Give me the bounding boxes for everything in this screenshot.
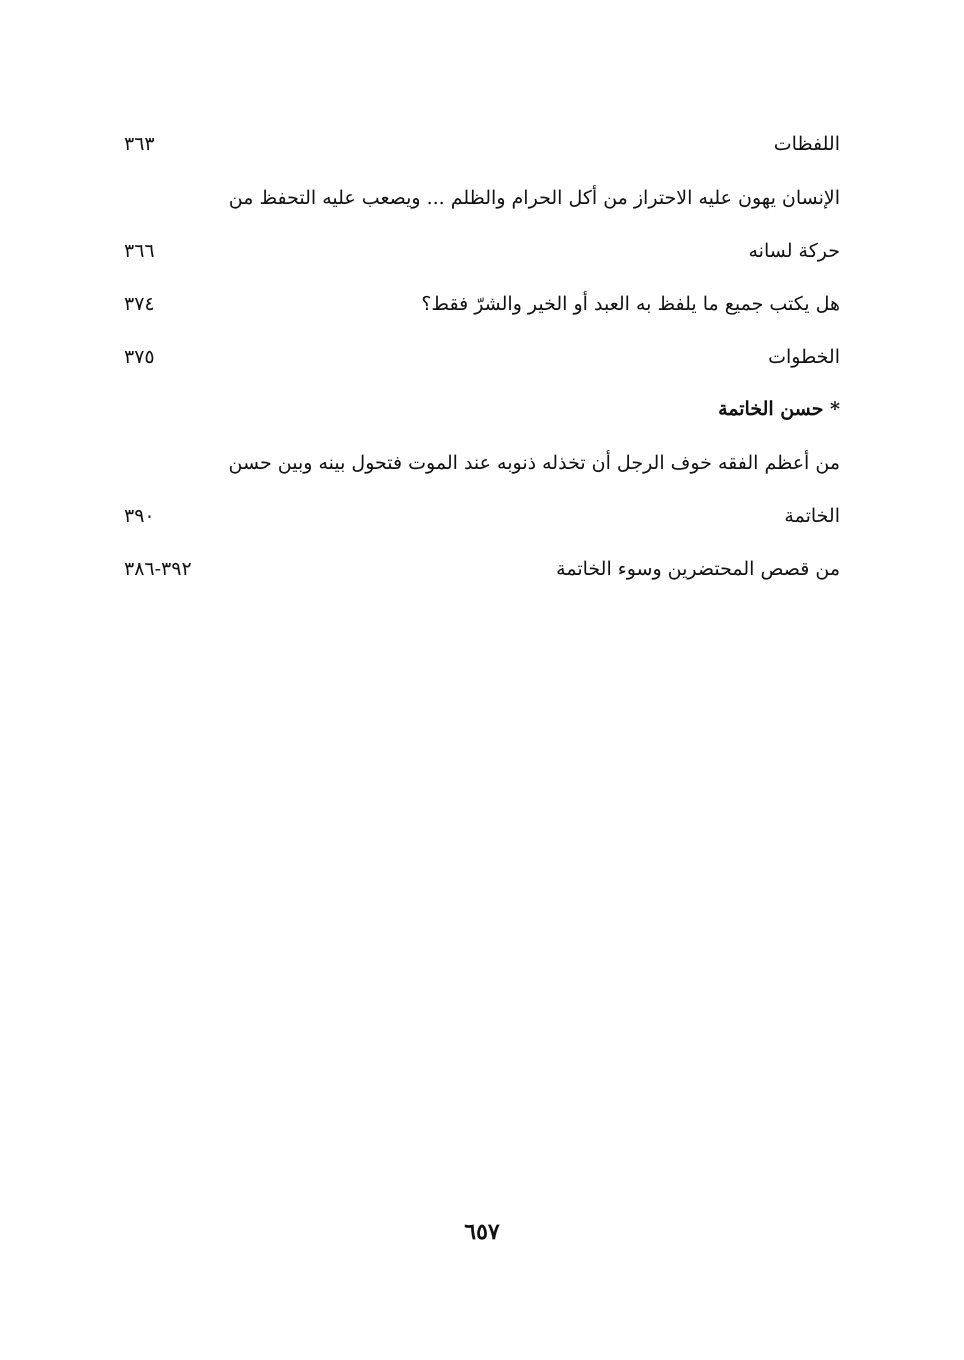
toc-entry-text: الخطوات <box>768 346 840 368</box>
toc-entry-text: اللفظات <box>773 133 840 155</box>
toc-entry-text: من قصص المحتضرين وسوء الخاتمة <box>556 558 840 580</box>
section-heading: * حسن الخاتمة <box>718 398 840 420</box>
toc-entry-text: هل يكتب جميع ما يلفظ به العبد أو الخير والشرّ فقط؟ <box>421 293 840 315</box>
toc-entry-page: ٣٦٦ <box>124 240 155 262</box>
toc-entry-text: من أعظم الفقه خوف الرجل أن تخذله ذنوبه عند الموت فتحول بينه وبين حسن <box>228 452 840 474</box>
toc-entry-page: ٣٧٤ <box>124 293 155 315</box>
toc-entry-text: الإنسان يهون عليه الاحتراز من أكل الحرام والظلم ... ويصعب عليه التحفظ من <box>228 187 840 209</box>
page-number: ٦٥٧ <box>464 1219 500 1245</box>
toc-entry-text: حركة لسانه <box>748 240 840 262</box>
toc-entry-page: ٣٧٥ <box>124 346 155 368</box>
toc-entry-page: ٣٩٢-٣٨٦ <box>124 558 192 580</box>
toc-entry-page: ٣٦٣ <box>124 133 155 155</box>
toc-entry-page: ٣٩٠ <box>124 505 155 527</box>
toc-entry-text: الخاتمة <box>784 505 840 527</box>
